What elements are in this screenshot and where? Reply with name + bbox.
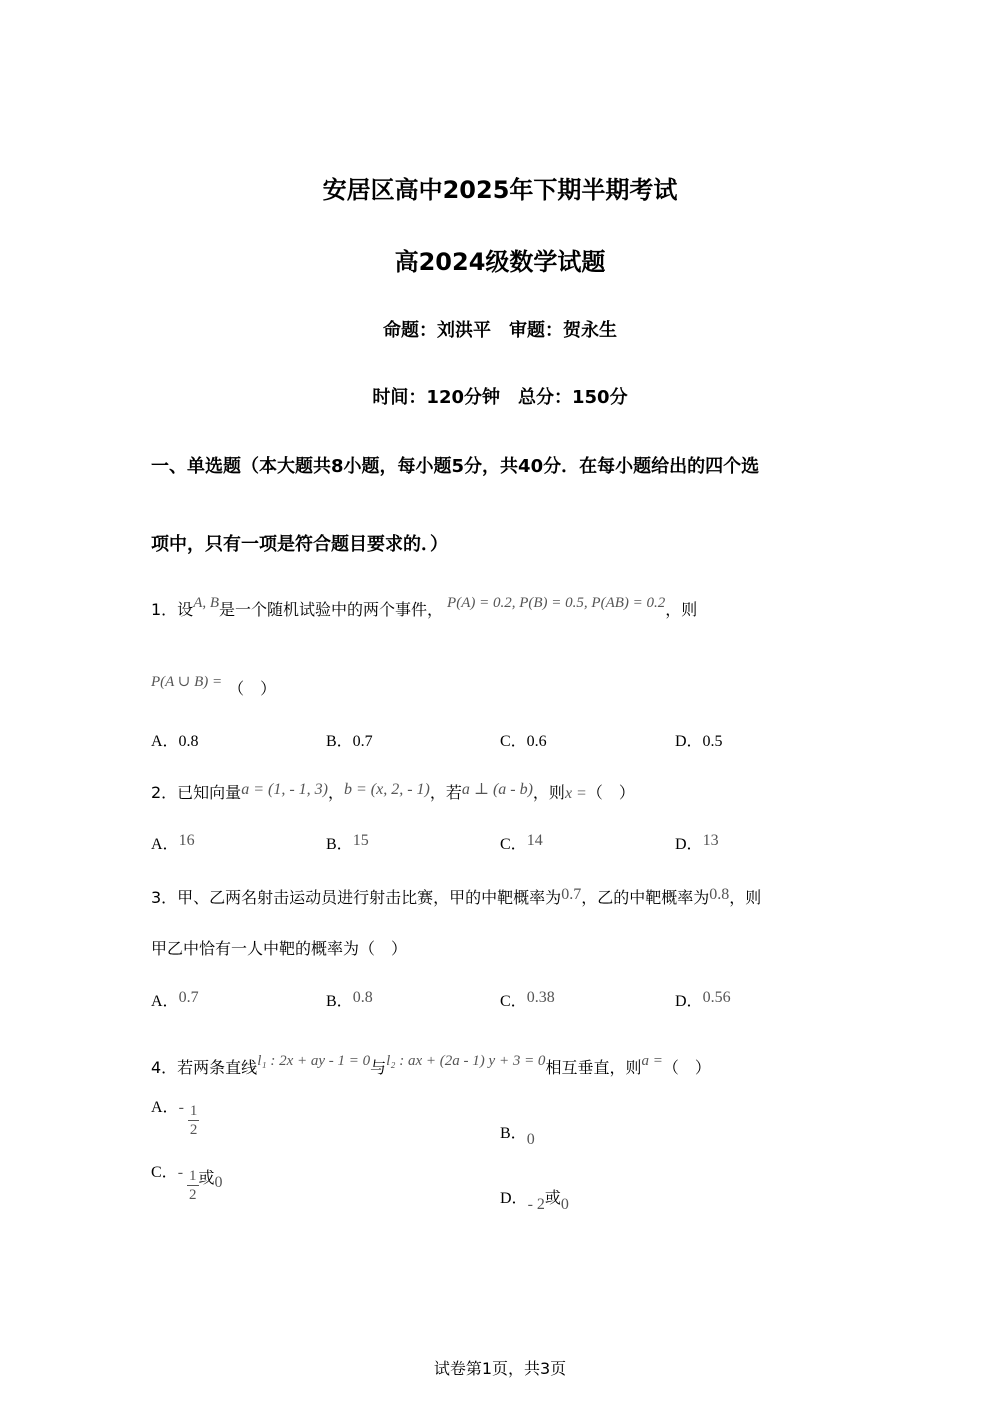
q3-option-c-value: 0.38: [526, 989, 555, 1006]
time-score-line: 时间：120分钟 总分：150分: [372, 387, 628, 408]
q3-option-a-label: A．: [151, 993, 179, 1010]
q3-text-c: ，则: [729, 888, 762, 907]
q2-math-vector-b: b = (x, 2, - 1): [343, 781, 430, 798]
q4-paren: （ ）: [662, 1058, 711, 1077]
q3-text-b: ，乙的中靶概率为: [581, 888, 710, 907]
q3-option-c[interactable]: [500, 988, 555, 1011]
q2-option-c-label: C．: [500, 836, 527, 853]
q2-option-a-label: A．: [151, 836, 179, 853]
q1-paren: （ ）: [228, 679, 277, 698]
q3-option-d[interactable]: [675, 988, 731, 1011]
q4-option-b[interactable]: [500, 1120, 535, 1148]
q4-option-d-or: 或: [544, 1188, 561, 1207]
q4-math-line1: l₁ : 2x + ay - 1 = 0: [257, 1053, 371, 1069]
q4-math-a: a =: [641, 1053, 663, 1069]
q2-math-perpendicular: a ⊥ (a - b): [461, 781, 533, 798]
q1-option-b[interactable]: B．0.7: [326, 733, 373, 750]
q3-math-p2: 0.8: [709, 886, 730, 903]
q4-option-d-value: - 2: [527, 1196, 545, 1213]
q2-option-d-value: 13: [702, 832, 719, 849]
q1-math-events: A, B: [193, 595, 220, 611]
q1-math-union: P(A ∪ B) =: [151, 674, 223, 690]
exam-title: 安居区高中2025年下期半期考试: [322, 176, 678, 204]
q4-option-a-fraction: [188, 1102, 200, 1139]
q3-option-b-value: 0.8: [352, 989, 373, 1006]
q4-option-a-denominator: 2: [189, 1122, 198, 1138]
q1-option-a[interactable]: A．0.8: [151, 733, 199, 750]
q2-option-b[interactable]: [326, 831, 369, 854]
q4-option-c-label: C．: [151, 1164, 178, 1182]
q2-option-b-label: B．: [326, 836, 353, 853]
section-heading-line2: 项中，只有一项是符合题目要求的．）: [151, 534, 448, 555]
q4-option-c[interactable]: [151, 1164, 223, 1204]
exam-subtitle: 高2024级数学试题: [394, 248, 606, 276]
q2-option-d-label: D．: [675, 836, 703, 853]
q3-option-b[interactable]: [326, 988, 373, 1011]
q4-option-c-numerator: 1: [189, 1168, 197, 1184]
q2-text-c: ，则: [532, 783, 565, 802]
q4-option-a[interactable]: [151, 1099, 199, 1139]
q4-text-a: 4．若两条直线: [151, 1058, 258, 1077]
q2-option-a[interactable]: [151, 831, 195, 854]
q1-text-b: 是一个随机试验中的两个事件，: [219, 600, 444, 619]
q4-option-d-label: D．: [500, 1190, 528, 1207]
q3-option-d-label: D．: [675, 993, 703, 1010]
q3-option-b-label: B．: [326, 993, 353, 1010]
q2-text-b: ，若: [429, 783, 462, 802]
q2-math-vector-a: a = (1, - 1, 3): [241, 781, 328, 798]
section-heading-line1: 一、单选题（本大题共8小题，每小题5分，共40分．在每小题给出的四个选: [151, 456, 760, 477]
authors-line: 命题：刘洪平 审题：贺永生: [383, 320, 617, 341]
q4-option-a-numerator: 1: [189, 1103, 198, 1119]
q4-option-b-label: B．: [500, 1125, 527, 1142]
question-4-stem: [151, 1055, 851, 1078]
q4-option-a-sign: -: [178, 1099, 184, 1117]
q4-option-c-fraction: [187, 1167, 199, 1204]
q4-text-b: 与: [370, 1058, 387, 1077]
q2-math-x: x =: [564, 785, 587, 802]
question-2-stem: [151, 780, 851, 803]
q2-option-a-value: 16: [178, 832, 195, 849]
q1-text-a: 1．设: [151, 600, 194, 619]
q2-option-c-value: 14: [526, 832, 543, 849]
question-3-stem: [151, 885, 851, 908]
q3-math-p1: 0.7: [561, 886, 582, 903]
question-3-line2: 甲乙中恰有一人中靶的概率为（ ）: [151, 939, 408, 958]
page-footer: 试卷第1页，共3页: [433, 1359, 567, 1378]
q4-option-a-label: A．: [151, 1099, 179, 1117]
q2-option-d[interactable]: [675, 831, 719, 854]
q1-option-d[interactable]: D．0.5: [675, 733, 723, 750]
q4-option-c-or: 或: [198, 1168, 215, 1188]
q4-option-d[interactable]: [500, 1185, 569, 1213]
q2-option-c[interactable]: [500, 831, 543, 854]
q4-option-c-sign: -: [177, 1164, 184, 1182]
q2-text-a: 2．已知向量: [151, 783, 242, 802]
q4-text-c: 相互垂直，则: [545, 1058, 642, 1077]
q3-text-a: 3．甲、乙两名射击运动员进行射击比赛，甲的中靶概率为: [151, 888, 562, 907]
q2-option-b-value: 15: [352, 832, 369, 849]
q3-option-d-value: 0.56: [702, 989, 731, 1006]
q4-option-c-denominator: 2: [189, 1187, 197, 1203]
q3-option-c-label: C．: [500, 993, 527, 1010]
q2-paren: （ ）: [586, 783, 635, 802]
q1-option-c[interactable]: C．0.6: [500, 733, 547, 750]
q4-option-c-tail: 0: [214, 1174, 223, 1192]
q3-option-a-value: 0.7: [178, 989, 199, 1006]
q2-sep: ，: [327, 783, 344, 802]
q3-option-a[interactable]: [151, 988, 199, 1011]
q4-option-b-value: 0: [526, 1131, 535, 1148]
q4-math-line2: l₂ : ax + (2a - 1) y + 3 = 0: [386, 1053, 546, 1069]
q1-math-probabilities: P(A) = 0.2, P(B) = 0.5, P(AB) = 0.2: [447, 595, 666, 611]
question-1-stem: [151, 597, 851, 620]
question-1-line2: [151, 676, 851, 699]
q1-text-c: ，则: [665, 600, 698, 619]
q4-option-d-tail: 0: [560, 1196, 569, 1213]
